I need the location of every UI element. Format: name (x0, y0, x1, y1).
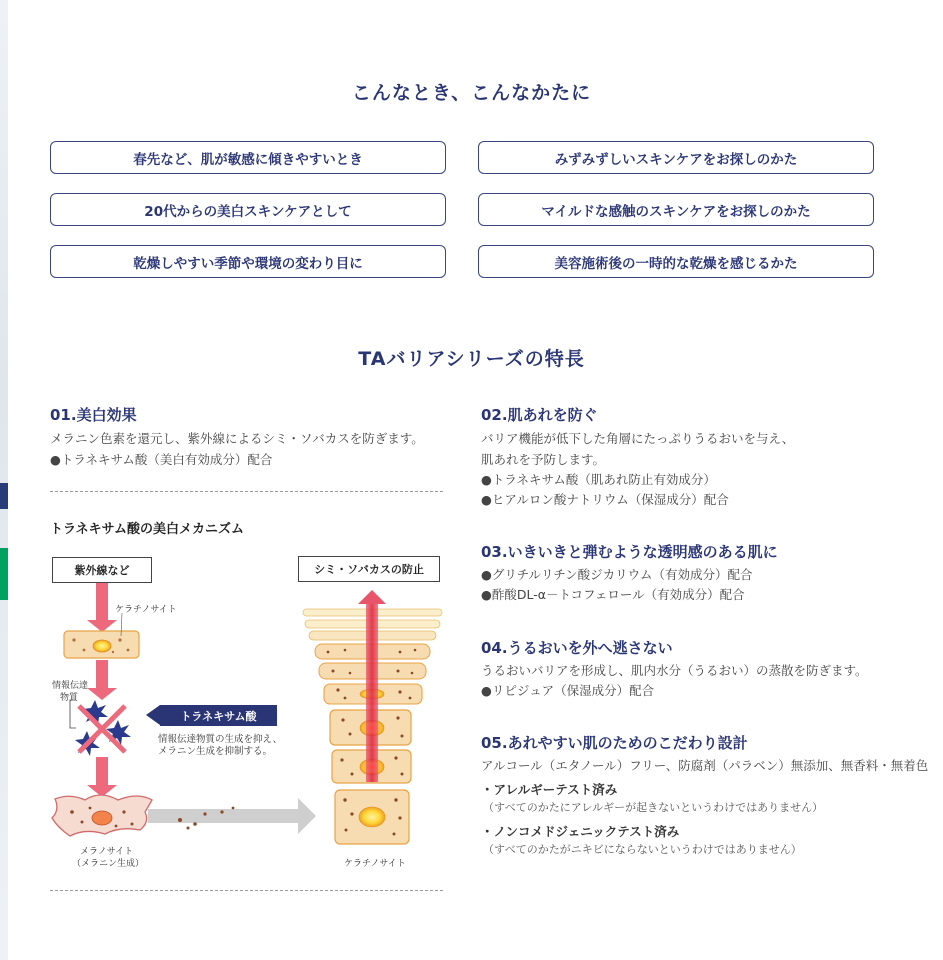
keratinocyte-label-bottom: ケラチノサイト (344, 859, 406, 869)
feature-01-bullet-1: ●トラネキサム酸（美白有効成分）配合 (50, 452, 273, 467)
target-item-6: 美容施術後の一時的な乾燥を感じるかた (478, 245, 874, 278)
melanocyte-label-1: メラノサイト (80, 847, 134, 857)
prevention-arrow-head (358, 590, 386, 604)
feature-03-title: 03.いきいきと弾むような透明感のある肌に (481, 543, 778, 561)
messenger-label-1: 情報伝達 (52, 681, 89, 691)
feature-04-title: 04.うるおいを外へ逃さない (481, 639, 673, 657)
tranexamic-label: トラネキサム酸 (160, 705, 277, 726)
feature-05-note-2: （すべてのかたがニキビにならないというわけではありません） (483, 843, 802, 856)
feature-05-title: 05.あれやすい肌のためのこだわり設計 (481, 734, 748, 752)
feature-01-title: 01.美白効果 (50, 406, 137, 424)
feature-02-bullet-2: ●ヒアルロン酸ナトリウム（保湿成分）配合 (481, 492, 729, 507)
feature-03-bullet-1: ●グリチルリチン酸ジカリウム（有効成分）配合 (481, 567, 753, 582)
transfer-arrow-head (298, 798, 316, 834)
feature-05-note-1: （すべてのかたにアレルギーが起きないというわけではありません） (483, 801, 824, 814)
prevention-beam (366, 602, 378, 782)
section2-title: TAバリアシリーズの特長 (358, 348, 585, 370)
target-item-1: 春先など、肌が敏感に傾きやすいとき (50, 141, 446, 174)
target-item-3: 20代からの美白スキンケアとして (50, 193, 446, 226)
messenger-label-2: 物質 (60, 693, 79, 703)
mechanism-desc-1: 情報伝達物質の生成を抑え、 (158, 734, 283, 745)
feature-02-bullet-1: ●トラネキサム酸（肌あれ防止有効成分） (481, 472, 716, 487)
feature-05-sub-1: ・アレルギーテスト済み (481, 782, 618, 797)
target-item-5: 乾燥しやすい季節や環境の変わり目に (50, 245, 446, 278)
target-item-2: みずみずしいスキンケアをお探しのかた (478, 141, 874, 174)
target-item-4: マイルドな感触のスキンケアをお探しのかた (478, 193, 874, 226)
keratinocyte-label-top: ケラチノサイト (115, 605, 177, 615)
transfer-arrow-shaft (148, 809, 300, 823)
feature-01-text: メラニン色素を還元し、紫外線によるシミ・ソバカスを防ぎます。 (50, 431, 424, 446)
feature-02-text-1: バリア機能が低下した角層にたっぷりうるおいを与え、 (481, 431, 795, 446)
feature-05-text: アルコール（エタノール）フリー、防腐剤（パラベン）無添加、無香料・無着色 (481, 758, 929, 773)
divider-bottom (50, 890, 443, 891)
prevent-label-box: シミ・ソバカスの防止 (298, 556, 440, 582)
uv-arrow-head (87, 620, 117, 632)
uv-arrow-shaft (96, 581, 108, 623)
feature-02-text-2: 肌あれを予防します。 (481, 452, 606, 467)
feature-05-sub-2: ・ノンコメドジェニックテスト済み (481, 824, 680, 839)
mechanism-desc-2: メラニン生成を抑制する。 (158, 746, 273, 757)
mechanism-title: トラネキサム酸の美白メカニズム (50, 522, 244, 537)
feature-04-bullet-1: ●リピジュア（保湿成分）配合 (481, 683, 655, 698)
section1-title: こんなとき、こんなかたに (351, 82, 592, 104)
melanocyte-label-2: （メラニン生成） (72, 859, 145, 869)
tranexamic-pointer (146, 705, 160, 725)
feature-04-text: うるおいバリアを形成し、肌内水分（うるおい）の蒸散を防ぎます。 (481, 663, 868, 678)
feature-02-title: 02.肌あれを防ぐ (481, 406, 598, 424)
uv-label-box: 紫外線など (52, 557, 152, 583)
feature-03-bullet-2: ●酢酸DL-α－トコフェロール（有効成分）配合 (481, 587, 745, 602)
